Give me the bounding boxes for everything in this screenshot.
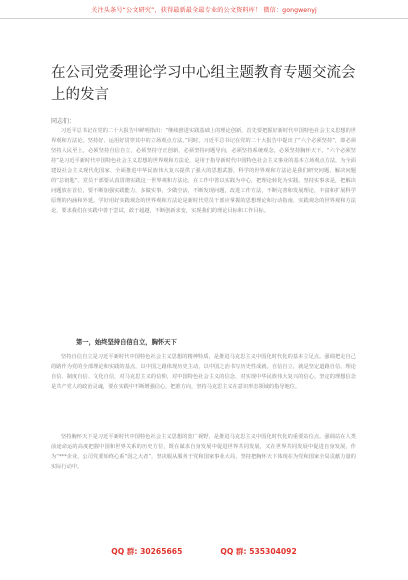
promo-banner-text: 关注头条号“公文研究”，获得最新最全最专业的公文资料库！ 微信：gongwenyj <box>91 6 317 14</box>
document-title: 在公司党委理论学习中心组主题教育专题交流会上的发言 <box>51 65 356 103</box>
qq-group-2: QQ 群: 535304092 <box>220 547 297 556</box>
header-banner <box>0 0 408 18</box>
header-divider <box>0 18 408 19</box>
qq-group-1: QQ 群: 30265665 <box>111 547 183 556</box>
section-heading: 第一，始终坚持自信自立，胸怀天下 <box>76 339 177 346</box>
paragraph: 习近平总书记在党的二十大报告中鲜明指出：“继续推进实践基础上的理论创新，首先要把握好新时代中国特色社会主义思想的世界观和方法论。坚持好、运用好贯穿其中的立场观点方法。”同时，习近平总书记在党的二十大报告中提出了“六个必须坚持”，即必须坚持人民至上，必须坚持自信自立，必须坚持守正创新，必须坚持问题导向，必须坚持系统观念，必须坚持胸怀天下。“六个必须坚持”是习近平新时代中国特色社会主义思想的世界观和方法论，是用于指导新时代中国特色社会主义事业的基本立场观点方法，为全面建设社会主义现代化国家、全面推进中华民族伟大复兴提供了强大的思想武器，科学的世界观和方法论是我们研究问题、解决问题的“总钥匙”。党员干部要认真贯彻实践这一世界观和方法论，在工作中善以实践为中心，把理论转化为实践。坚持实事求是，把解决问题放在首位，要不断加强实践能力，多做实事，少做空活，不断发现问题，改进工作方法，不断完善和发展理论，丰富和扩展科学原理的内涵和外延。学好用好实践观念的世界观和方法论是新时代党员干部应掌握的思想理论和行动指南，实践观念的世界观和方法论，要求我们在实践中善于尝试，敢于超越，不断创新求变，实现我们的理论目标和工作目标。 <box>51 128 356 215</box>
paragraph: 坚持胸怀天下是习近平新时代中国特色社会主义思想的宽广视野，是推进马克思主义中国化时代化的重要站位点。强调站在人类前途命运的高度把握中国和世界关系的历史方位，既在谋求自身发展中促进世界共同发展，又在世界共同发展中促进自身发展，作为“***企业，公司党委始终心系“国之大者”，坚决服从服务于党和国家事业大局，坚持把胸怀天下体现在为党和国家全局贡献力量的实际行动中。 <box>51 434 356 471</box>
greeting: 同志们： <box>51 118 76 125</box>
footer <box>0 546 408 560</box>
paragraph: 坚持自信自立是习近平新时代中国特色社会主义思想的精神特质，是推进马克思主义中国化时代化的基本立足点。强调把走自己的路作为党的全部理论和实践的基点，以中国之路体现历史主动，以中国之治书写历史性成就。自信自立，就是坚定道路自信、理论自信、制度自信、文化自信，对马克思主义的信仰，对中国特色社会主义的信念，对实现中华民族伟大复兴的信心。坚定的理想信念是共产党人的政治灵魂，要在实践中不断增强信心，把准方向，坚持马克思主义在意识形态领域的指导地位。 <box>51 354 356 391</box>
